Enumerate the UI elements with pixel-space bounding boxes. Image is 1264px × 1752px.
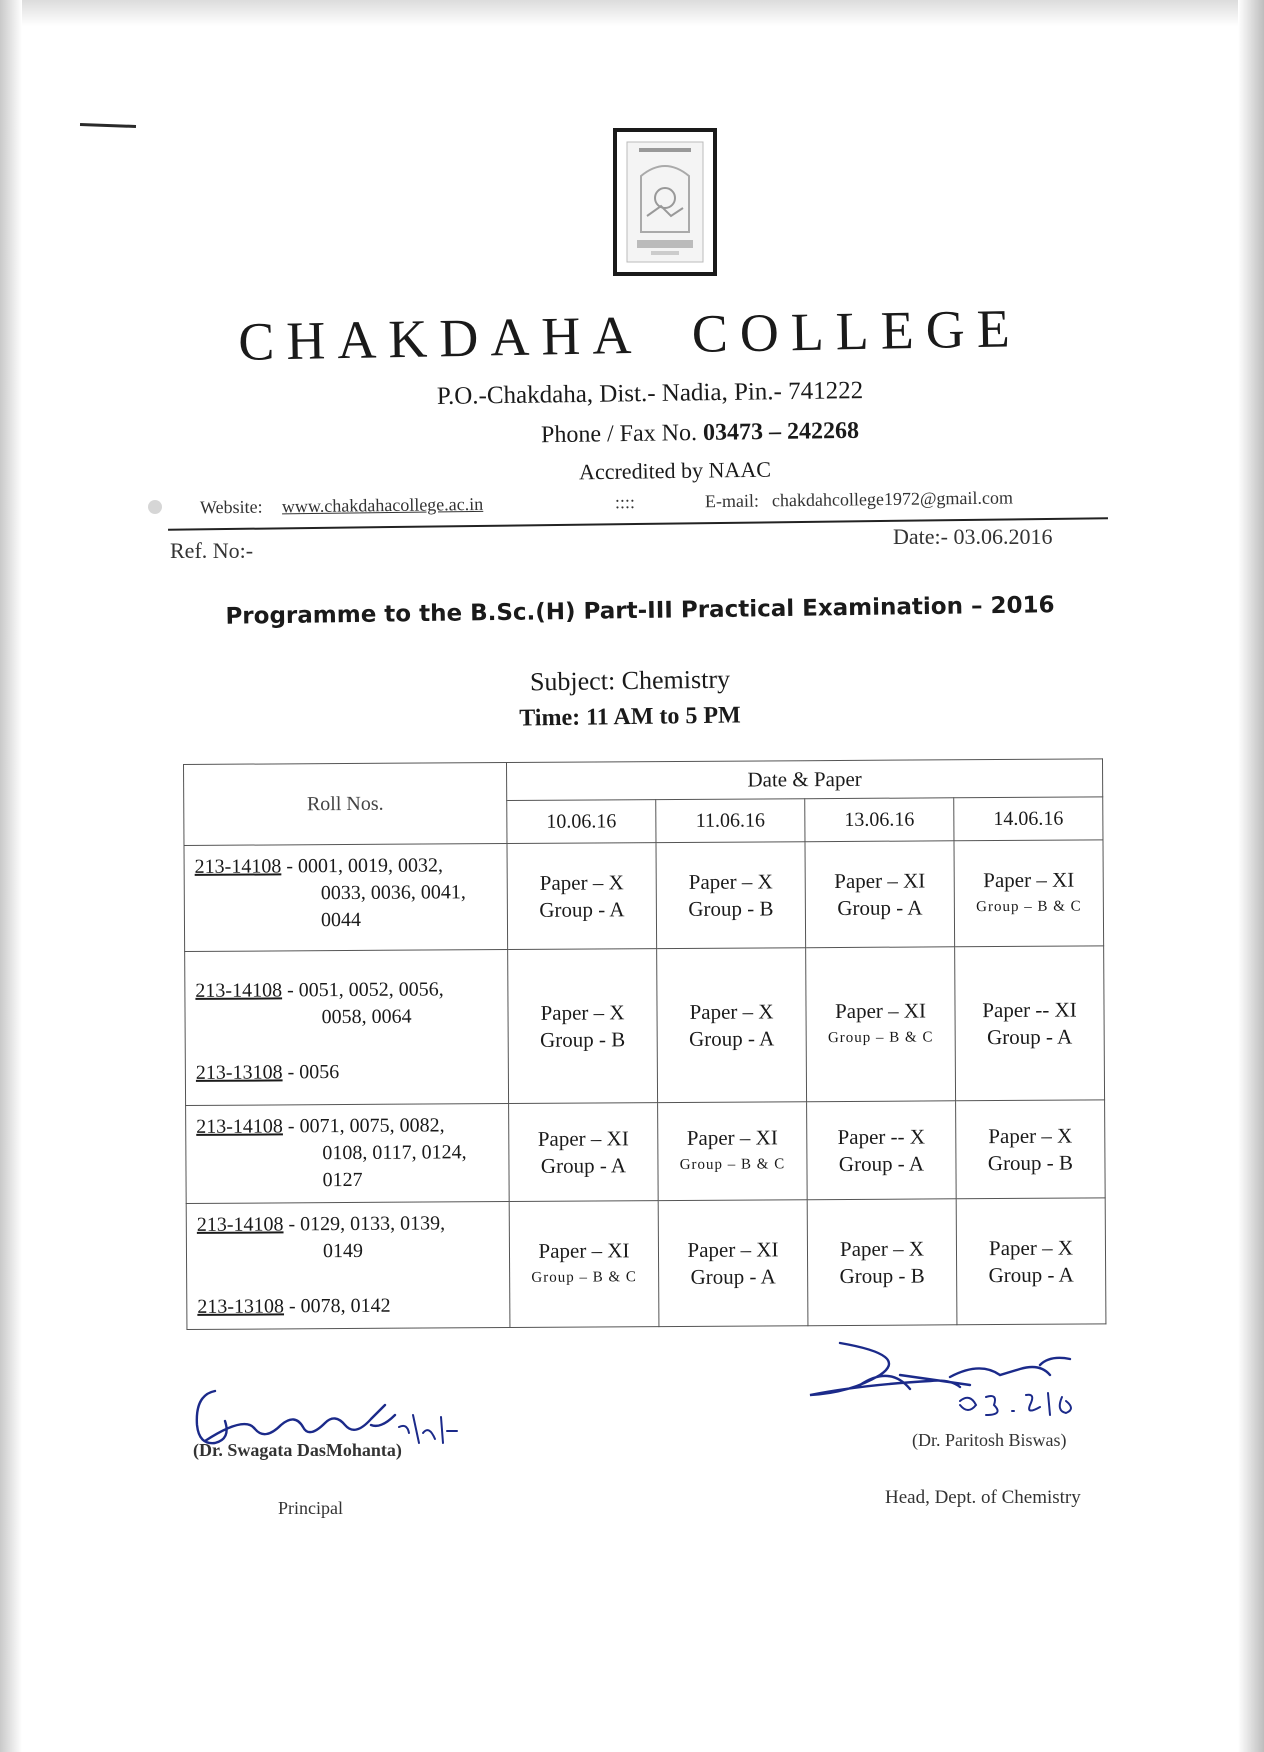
roll-line: 0058, 0064 xyxy=(321,1005,412,1029)
date-paper-header: Date & Paper xyxy=(506,759,1102,801)
date-header: 13.06.16 xyxy=(805,798,954,842)
group-label: Group - A xyxy=(837,894,923,920)
group-label: Group – B & C xyxy=(531,1268,637,1286)
paper-label: Paper – XI xyxy=(687,1236,779,1262)
group-label: Group - A xyxy=(838,1150,925,1176)
principal-role: Principal xyxy=(278,1498,343,1518)
phone-label: Phone / Fax No. xyxy=(540,420,698,449)
roll-numbers xyxy=(185,950,509,1106)
paper-label: Paper – X xyxy=(540,999,625,1025)
programme-title: Programme to the B.Sc.(H) Part-III Practical Examination – 2016 xyxy=(225,592,1055,630)
paper-cell xyxy=(509,1201,659,1328)
group-label: Group - A xyxy=(690,1263,776,1289)
contact-separator: :::: xyxy=(614,492,636,513)
college-phone xyxy=(350,415,1050,452)
roll-numbers xyxy=(186,1202,510,1330)
paper-label: Paper – X xyxy=(539,869,624,895)
college-address: P.O.-Chakdaha, Dist.- Nadia, Pin.- 741222 xyxy=(436,377,864,410)
exam-schedule-table xyxy=(183,758,1106,1330)
table-header-row xyxy=(184,759,1103,803)
group-label: Group - A xyxy=(689,1025,775,1051)
hod-name: (Dr. Paritosh Biswas) xyxy=(912,1430,1067,1450)
paper-label: Paper – XI xyxy=(834,997,927,1023)
time-line: Time: 11 AM to 5 PM xyxy=(519,702,741,732)
table-row xyxy=(186,1100,1106,1204)
paper-label: Paper – X xyxy=(689,998,774,1024)
roll-line: 0044 xyxy=(320,908,362,932)
roll-prefix: 213-13108 xyxy=(197,1295,285,1318)
paper-label: Paper – X xyxy=(988,1123,1073,1148)
document-date: Date:- 03.06.2016 xyxy=(893,524,1053,549)
stray-pen-mark xyxy=(80,123,136,128)
group-label: Group - A xyxy=(988,1262,1074,1287)
email-label: E-mail: xyxy=(704,490,760,512)
accreditation: Accredited by NAAC xyxy=(578,456,772,485)
roll-prefix: 213-14108 xyxy=(196,1115,283,1138)
paper-label: Paper – XI xyxy=(983,867,1075,892)
paper-label: Paper -- XI xyxy=(982,997,1077,1022)
college-name: CHAKDAHA COLLEGE xyxy=(237,298,1023,372)
hod-signature xyxy=(800,1335,1110,1425)
roll-line: - 0129, 0133, 0139, xyxy=(283,1212,446,1236)
scan-edge-top xyxy=(0,0,1264,26)
roll-line: - 0078, 0142 xyxy=(283,1294,391,1318)
group-label: Group - A xyxy=(539,896,625,922)
paper-cell xyxy=(657,948,807,1103)
scan-edge-right xyxy=(1238,0,1264,1752)
paper-cell xyxy=(807,1101,957,1200)
roll-line: - 0056 xyxy=(287,1061,340,1084)
group-label: Group - B xyxy=(688,895,774,921)
phone-number: 03473 – 242268 xyxy=(702,417,860,446)
principal-name: (Dr. Swagata DasMohanta) xyxy=(193,1440,402,1460)
roll-line: 0033, 0036, 0041, xyxy=(320,881,466,905)
roll-prefix: 213-13108 xyxy=(195,1061,283,1084)
group-label: Group – B & C xyxy=(827,1028,934,1046)
paper-cell xyxy=(507,843,657,950)
paper-cell xyxy=(509,1103,659,1202)
date-header: 11.06.16 xyxy=(656,799,805,843)
paper-cell xyxy=(954,840,1104,947)
paper-cell xyxy=(658,1200,808,1327)
paper-label: Paper – X xyxy=(839,1235,925,1261)
paper-cell xyxy=(805,841,955,948)
paper-cell xyxy=(956,1100,1106,1199)
paper-cell xyxy=(656,842,806,949)
table-row xyxy=(186,1198,1106,1330)
subject-line: Subject: Chemistry xyxy=(529,664,731,697)
paper-label: Paper – X xyxy=(988,1235,1074,1260)
group-label: Group - A xyxy=(987,1024,1073,1049)
table-row xyxy=(185,946,1105,1106)
paper-label: Paper – XI xyxy=(537,1125,629,1151)
paper-cell xyxy=(807,1199,957,1326)
logo-emblem-icon xyxy=(621,136,709,268)
paper-label: Paper – XI xyxy=(538,1237,630,1263)
scan-edge-left xyxy=(0,0,22,1752)
roll-prefix: 213-14108 xyxy=(196,1213,284,1236)
roll-line: 0108, 0117, 0124, xyxy=(322,1141,467,1165)
paper-cell xyxy=(806,947,956,1102)
reference-number: Ref. No:- xyxy=(170,538,254,563)
punch-hole xyxy=(148,500,162,514)
paper-label: Paper – XI xyxy=(834,867,926,893)
paper-label: Paper -- X xyxy=(837,1123,926,1149)
paper-cell xyxy=(955,946,1105,1101)
roll-line: 0127 xyxy=(322,1168,363,1192)
group-label: Group – B & C xyxy=(679,1155,786,1173)
date-header: 10.06.16 xyxy=(507,800,656,844)
roll-header: Roll Nos. xyxy=(184,763,507,846)
group-label: Group - B xyxy=(540,1026,626,1052)
paper-cell xyxy=(956,1198,1106,1325)
roll-prefix: 213-14108 xyxy=(195,979,283,1002)
paper-cell xyxy=(658,1102,808,1201)
group-label: Group – B & C xyxy=(976,898,1082,915)
website-label: Website: xyxy=(199,496,263,518)
website-link[interactable]: www.chakdahacollege.ac.in xyxy=(281,493,484,517)
date-header: 14.06.16 xyxy=(954,797,1103,841)
group-label: Group - A xyxy=(540,1152,627,1178)
college-logo xyxy=(613,128,717,276)
roll-numbers xyxy=(186,1104,510,1204)
roll-line: 0149 xyxy=(322,1239,364,1263)
group-label: Group - B xyxy=(839,1262,925,1288)
roll-line: - 0051, 0052, 0056, xyxy=(281,978,444,1002)
paper-label: Paper – X xyxy=(688,868,773,894)
roll-numbers xyxy=(184,844,508,952)
hod-role: Head, Dept. of Chemistry xyxy=(885,1487,1081,1508)
paper-cell xyxy=(508,949,658,1104)
paper-label: Paper – XI xyxy=(686,1124,778,1150)
roll-prefix: 213-14108 xyxy=(194,855,282,878)
group-label: Group - B xyxy=(987,1150,1074,1175)
table-row xyxy=(184,840,1104,952)
roll-line: - 0001, 0019, 0032, xyxy=(281,854,444,878)
email-address[interactable]: chakdahcollege1972@gmail.com xyxy=(771,487,1014,511)
roll-line: - 0071, 0075, 0082, xyxy=(282,1114,445,1138)
